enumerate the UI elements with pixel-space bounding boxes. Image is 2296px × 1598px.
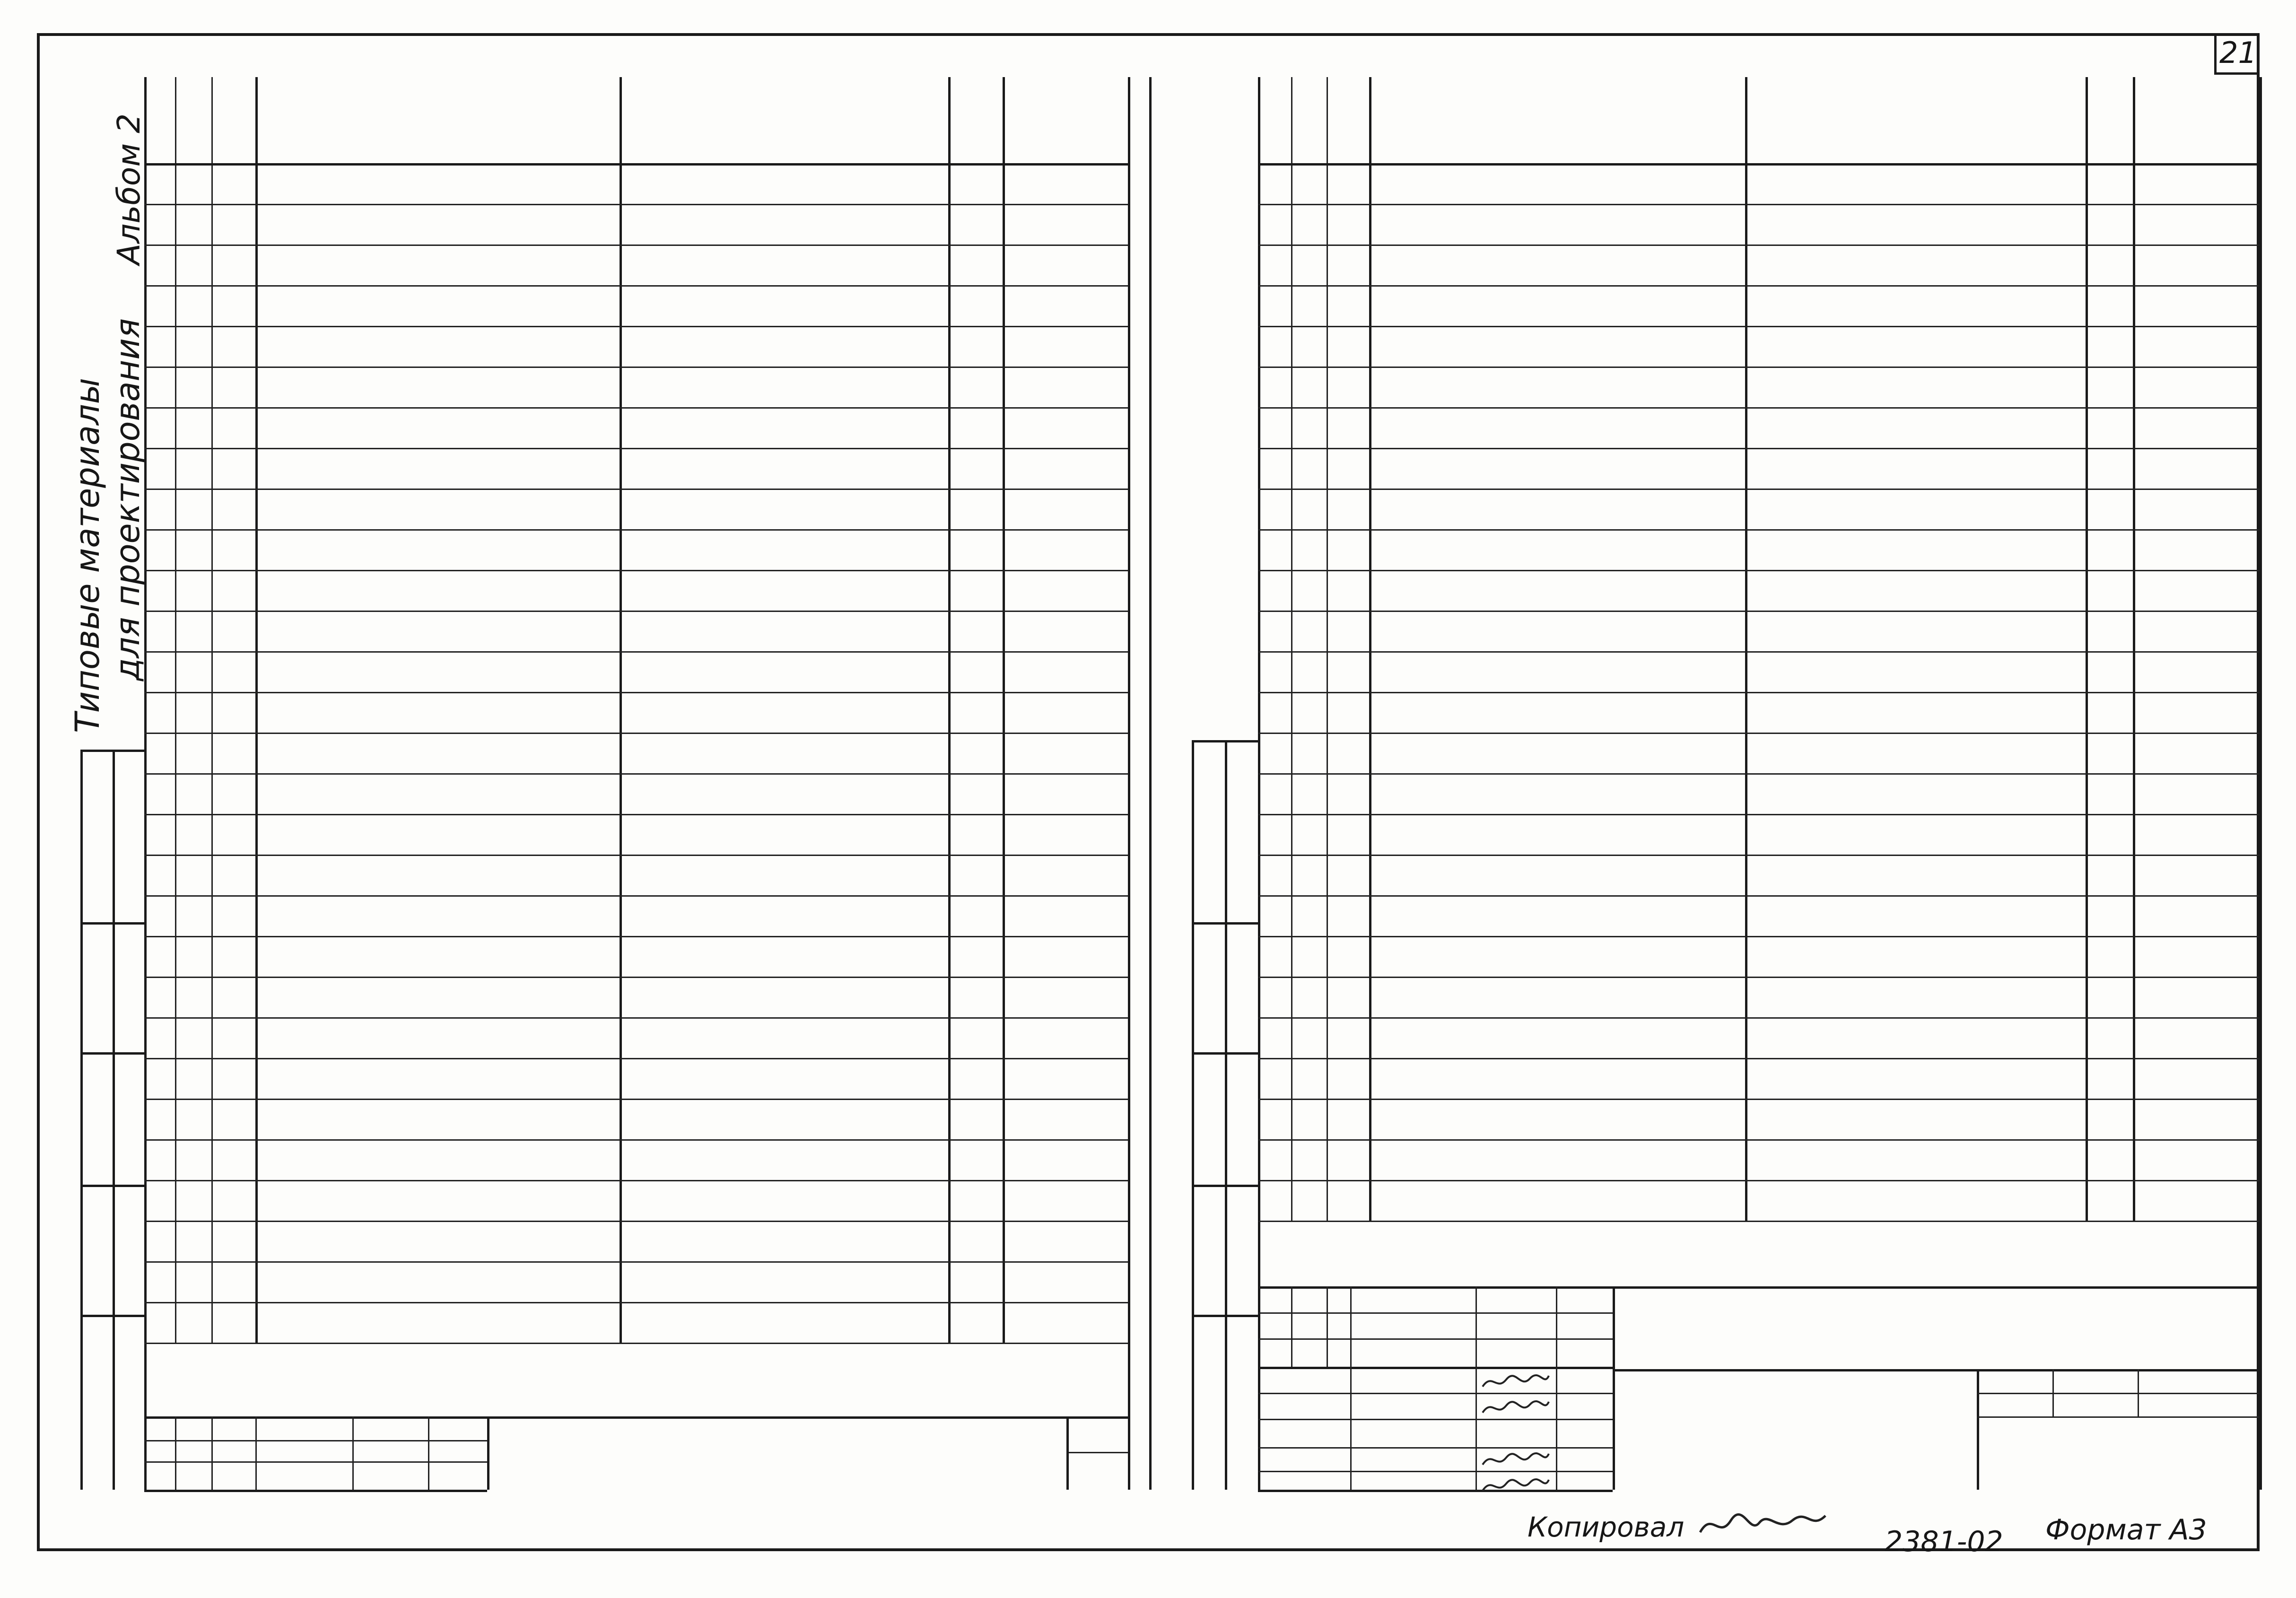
grid-line xyxy=(144,448,1128,449)
grid-line xyxy=(144,1490,487,1492)
grid-line xyxy=(1977,1369,1979,1490)
grid-line xyxy=(1258,814,2260,815)
grid-line xyxy=(1258,77,1260,1490)
grid-line xyxy=(144,1461,487,1463)
grid-line xyxy=(1258,773,2260,775)
grid-line xyxy=(211,77,213,1343)
grid-line xyxy=(1258,285,2260,287)
order-number: 2381-02 xyxy=(1885,1525,2003,1558)
grid-line xyxy=(144,814,1128,815)
grid-line xyxy=(144,1180,1128,1181)
grid-line xyxy=(1258,529,2260,531)
grid-line xyxy=(1258,855,2260,856)
grid-line xyxy=(487,1416,489,1490)
grid-line xyxy=(2133,77,2135,1221)
grid-line xyxy=(144,407,1128,409)
grid-line xyxy=(1066,1416,1069,1490)
grid-line xyxy=(144,1058,1128,1059)
signature-icon xyxy=(1480,1396,1551,1420)
grid-line xyxy=(80,1185,144,1187)
grid-line xyxy=(144,611,1128,612)
grid-line xyxy=(1258,407,2260,409)
drawing-frame xyxy=(37,33,2260,1551)
grid-line xyxy=(1066,1452,1128,1453)
grid-line xyxy=(1149,77,1152,1490)
grid-line xyxy=(1258,1312,1613,1314)
grid-line xyxy=(1475,1286,1477,1490)
grid-line xyxy=(1258,1367,1613,1369)
grid-line xyxy=(1258,1447,1613,1449)
grid-line xyxy=(211,1416,213,1490)
grid-line xyxy=(2138,1369,2139,1416)
grid-line xyxy=(1327,1286,1328,1367)
series-title-line2: для проектирования xyxy=(108,318,147,681)
grid-line xyxy=(144,1099,1128,1100)
grid-line xyxy=(1258,326,2260,327)
grid-line xyxy=(1258,367,2260,368)
grid-line xyxy=(144,77,147,1490)
grid-line xyxy=(144,733,1128,734)
grid-line xyxy=(1258,1471,1613,1472)
grid-line xyxy=(1745,77,1747,1221)
grid-line xyxy=(144,773,1128,775)
grid-line xyxy=(2260,77,2262,1490)
signature-icon xyxy=(1480,1448,1551,1472)
grid-line xyxy=(1291,77,1292,1221)
grid-line xyxy=(144,895,1128,897)
grid-line xyxy=(1258,1419,1613,1420)
grid-line xyxy=(1258,163,2260,166)
grid-line xyxy=(144,1416,1128,1419)
grid-line xyxy=(1258,570,2260,571)
grid-line xyxy=(1192,1185,1258,1187)
grid-line xyxy=(1258,1099,2260,1100)
grid-line xyxy=(175,77,176,1343)
grid-line xyxy=(144,1302,1128,1303)
grid-line xyxy=(1258,936,2260,937)
grid-line xyxy=(113,750,115,1490)
signature-icon xyxy=(1480,1370,1551,1394)
grid-line xyxy=(1192,1052,1258,1055)
grid-line xyxy=(1258,651,2260,653)
grid-line xyxy=(1192,1315,1258,1317)
grid-line xyxy=(80,1052,144,1055)
grid-line xyxy=(1258,1393,1613,1394)
grid-line xyxy=(175,1416,176,1490)
grid-line xyxy=(1128,77,1130,1490)
grid-line xyxy=(144,1017,1128,1019)
grid-line xyxy=(1258,1286,2260,1289)
grid-line xyxy=(1258,1180,2260,1181)
series-title-line1: Типовые материалы xyxy=(68,377,107,733)
grid-line xyxy=(1192,922,1258,925)
grid-line xyxy=(1258,1490,1613,1492)
grid-line xyxy=(144,570,1128,571)
grid-line xyxy=(144,367,1128,368)
grid-line xyxy=(1003,77,1005,1343)
grid-line xyxy=(428,1416,429,1490)
grid-line xyxy=(144,855,1128,856)
grid-line xyxy=(144,285,1128,287)
grid-line xyxy=(144,489,1128,490)
grid-line xyxy=(1613,1286,1615,1490)
copyist-signature-icon xyxy=(1698,1506,1830,1544)
grid-line xyxy=(1258,611,2260,612)
sheet-number: 21 xyxy=(2214,33,2260,75)
grid-line xyxy=(1258,1338,1613,1340)
grid-line xyxy=(144,651,1128,653)
grid-line xyxy=(144,529,1128,531)
grid-line xyxy=(1258,1221,2260,1222)
grid-line xyxy=(1192,740,1258,742)
grid-line xyxy=(144,977,1128,978)
grid-line xyxy=(144,692,1128,693)
grid-line xyxy=(144,936,1128,937)
grid-line xyxy=(144,1261,1128,1263)
signature-icon xyxy=(1480,1474,1551,1498)
grid-line xyxy=(144,1139,1128,1141)
grid-line xyxy=(80,922,144,925)
grid-line xyxy=(1225,740,1227,1490)
grid-line xyxy=(144,204,1128,205)
grid-line xyxy=(1258,977,2260,978)
grid-line xyxy=(1977,1416,2260,1418)
grid-line xyxy=(144,1440,487,1441)
grid-line xyxy=(144,245,1128,246)
grid-line xyxy=(255,77,258,1343)
grid-line xyxy=(1291,1286,1292,1367)
album-label: Альбом 2 xyxy=(111,113,147,265)
grid-line xyxy=(1258,204,2260,205)
grid-line xyxy=(1327,77,1328,1221)
grid-line xyxy=(144,1221,1128,1222)
grid-line xyxy=(80,750,83,1490)
grid-line xyxy=(144,163,1128,166)
grid-line xyxy=(1258,895,2260,897)
grid-line xyxy=(1977,1393,2260,1394)
grid-line xyxy=(2052,1369,2054,1416)
grid-line xyxy=(948,77,951,1343)
grid-line xyxy=(1258,733,2260,734)
grid-line xyxy=(1258,1058,2260,1059)
grid-line xyxy=(1258,448,2260,449)
grid-line xyxy=(1613,1369,2260,1371)
paper-format: Формат А3 xyxy=(2045,1513,2207,1546)
grid-line xyxy=(1258,692,2260,693)
grid-line xyxy=(1258,1017,2260,1019)
grid-line xyxy=(352,1416,354,1490)
grid-line xyxy=(1556,1286,1557,1490)
grid-line xyxy=(1192,740,1194,1490)
grid-line xyxy=(1350,1286,1352,1490)
grid-line xyxy=(1369,77,1371,1221)
grid-line xyxy=(1258,1139,2260,1141)
grid-line xyxy=(144,1343,1128,1344)
copied-label: Копировал xyxy=(1528,1511,1685,1543)
grid-line xyxy=(255,1416,257,1490)
grid-line xyxy=(144,326,1128,327)
grid-line xyxy=(620,77,622,1343)
grid-line xyxy=(2086,77,2088,1221)
grid-line xyxy=(1258,245,2260,246)
grid-line xyxy=(80,1315,144,1317)
grid-line xyxy=(80,750,144,752)
grid-line xyxy=(1258,489,2260,490)
